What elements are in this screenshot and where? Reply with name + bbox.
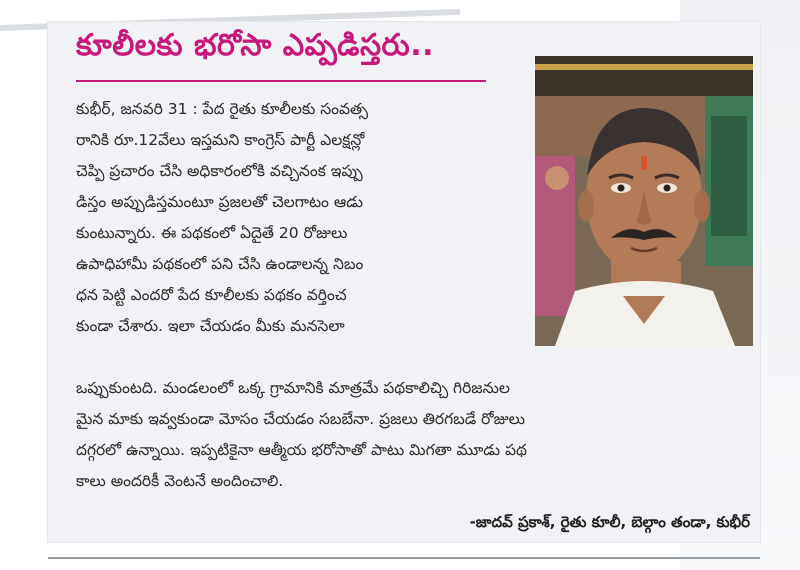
article-body-wide <box>76 373 766 497</box>
body-line: రానికి రూ.12వేలు ఇస్తమని కాంగ్రెస్ పార్టీ ఎలక్షన్లో <box>76 131 365 149</box>
article-body-narrow <box>76 94 528 342</box>
portrait-photo <box>535 56 753 346</box>
body-line: కాలు అందరికీ వెంటనే అందించాలి. <box>76 472 284 490</box>
body-line: కుంటున్నారు. ఈ పథకంలో ఏదైతే 20 రోజులు <box>76 224 348 242</box>
body-line: కుండా చేశారు. ఇలా చేయడం మీకు మనసెలా <box>76 317 345 335</box>
body-line: మైన మాకు ఇవ్వకుండా మోసం చేయడం సబబేనా. ప్రజలు తిరగబడే రోజులు <box>76 410 525 428</box>
body-line: చెప్పి ప్రచారం చేసి అధికారంలోకి వచ్చినంక ఇప్పు <box>76 162 363 180</box>
body-line: డిస్తం అప్పుడిస్తమంటూ ప్రజలతో చెలగాటం ఆడు <box>76 193 364 211</box>
body-line: ఒప్పుకుంటది. మండలంలో ఒక్క గ్రామానికి మాత్రమే పథకాలిచ్చి గిరిజనుల <box>76 379 510 397</box>
body-line: దగ్గరలో ఉన్నాయి. ఇప్పటికైనా ఆత్మీయ భరోసాతో పాటు మిగతా మూడు పథ <box>76 441 527 459</box>
headline-underline <box>76 80 486 82</box>
body-line: ఉపాధిహామీ పథకంలో పని చేసి ఉండాలన్న నిబం <box>76 255 364 273</box>
body-line: కుభీర్, జనవరి 31 : పేద రైతు కూలీలకు సంవత్స <box>76 100 368 118</box>
bottom-divider <box>48 557 760 559</box>
headline: కూలీలకు భరోసా ఎప్పడిస్తరు.. <box>76 28 434 63</box>
body-line: ధన పెట్టి ఎందరో పేద కూలీలకు పథకం వర్తించ <box>76 286 347 304</box>
byline: -జాదవ్ ప్రకాశ్, రైతు కూలీ, బెల్గాం తండా, కుభీర్ <box>469 513 750 531</box>
